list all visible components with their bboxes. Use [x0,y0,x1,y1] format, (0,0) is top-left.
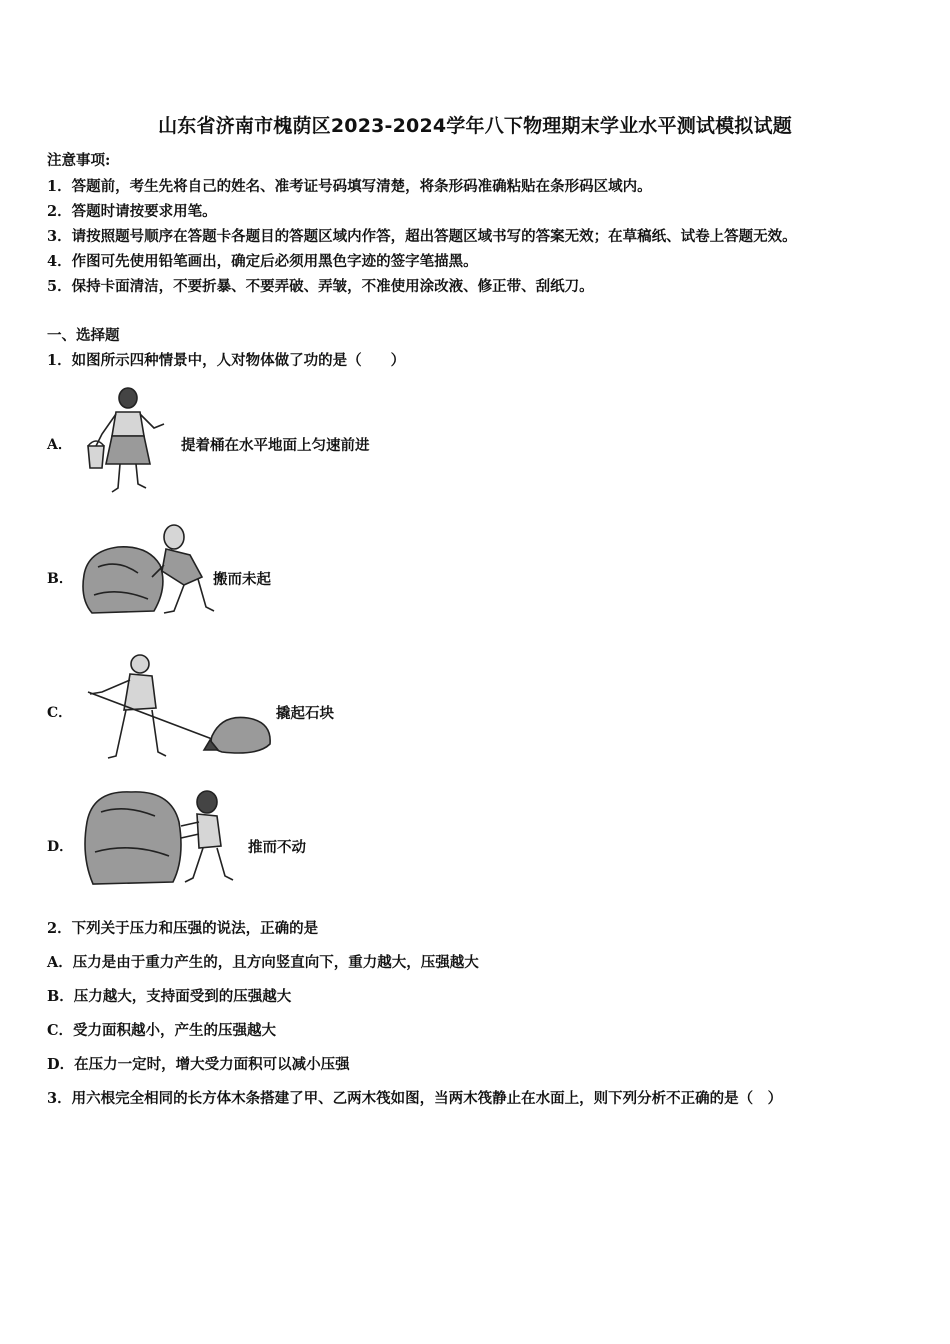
question-2-stem: 2．下列关于压力和压强的说法，正确的是 [47,920,319,937]
q1-option-b-letter: B． [47,571,73,587]
q1-option-c-letter: C． [47,705,73,721]
q1-option-d-text: 推而不动 [248,839,306,856]
question-1-stem: 1．如图所示四种情景中，人对物体做了功的是（ ） [47,352,406,369]
question-3-stem: 3．用六根完全相同的长方体木条搭建了甲、乙两木筏如图，当两木筏静止在水面上，则下列分析不正确的是（ ） [47,1090,783,1107]
section-heading: 一、选择题 [47,327,120,344]
notice-item-1: 1．答题前，考生先将自己的姓名、准考证号码填写清楚，将条形码准确粘贴在条形码区域内。 [47,178,652,195]
notice-heading: 注意事项: [47,152,111,169]
notice-item-2: 2．答题时请按要求用笔。 [47,203,217,220]
q1-option-d-letter: D． [47,839,74,855]
q1-option-c-text: 撬起石块 [276,705,334,722]
boy-pushing-boulder-figure [75,782,251,890]
q2-option-d: D．在压力一定时，增大受力面积可以减小压强 [47,1056,350,1073]
notice-item-4: 4．作图可先使用铅笔画出，确定后必须用黑色字迹的签字笔描黑。 [47,253,478,270]
notice-item-3: 3．请按照题号顺序在答题卡各题目的答题区域内作答，超出答题区域书写的答案无效；在草稿纸、试卷上答题无效。 [47,228,797,245]
notice-item-5: 5．保持卡面清洁，不要折暴、不要弄破、弄皱，不准使用涂改液、修正带、刮纸刀。 [47,278,594,295]
q1-option-a-letter: A． [47,437,72,453]
q2-option-a: A．压力是由于重力产生的，且方向竖直向下，重力越大，压强越大 [47,954,479,971]
page-title: 山东省济南市槐荫区2023-2024学年八下物理期末学业水平测试模拟试题 [158,115,792,137]
person-prying-rock-figure [72,652,278,762]
q2-option-b: B．压力越大，支持面受到的压强越大 [47,988,292,1005]
q1-option-b-text: 搬而未起 [213,571,271,588]
girl-carrying-bucket-figure [78,384,178,496]
person-lifting-rock-figure [78,515,218,621]
q2-option-c: C．受力面积越小，产生的压强越大 [47,1022,277,1039]
q1-option-a-text: 提着桶在水平地面上匀速前进 [181,437,370,454]
